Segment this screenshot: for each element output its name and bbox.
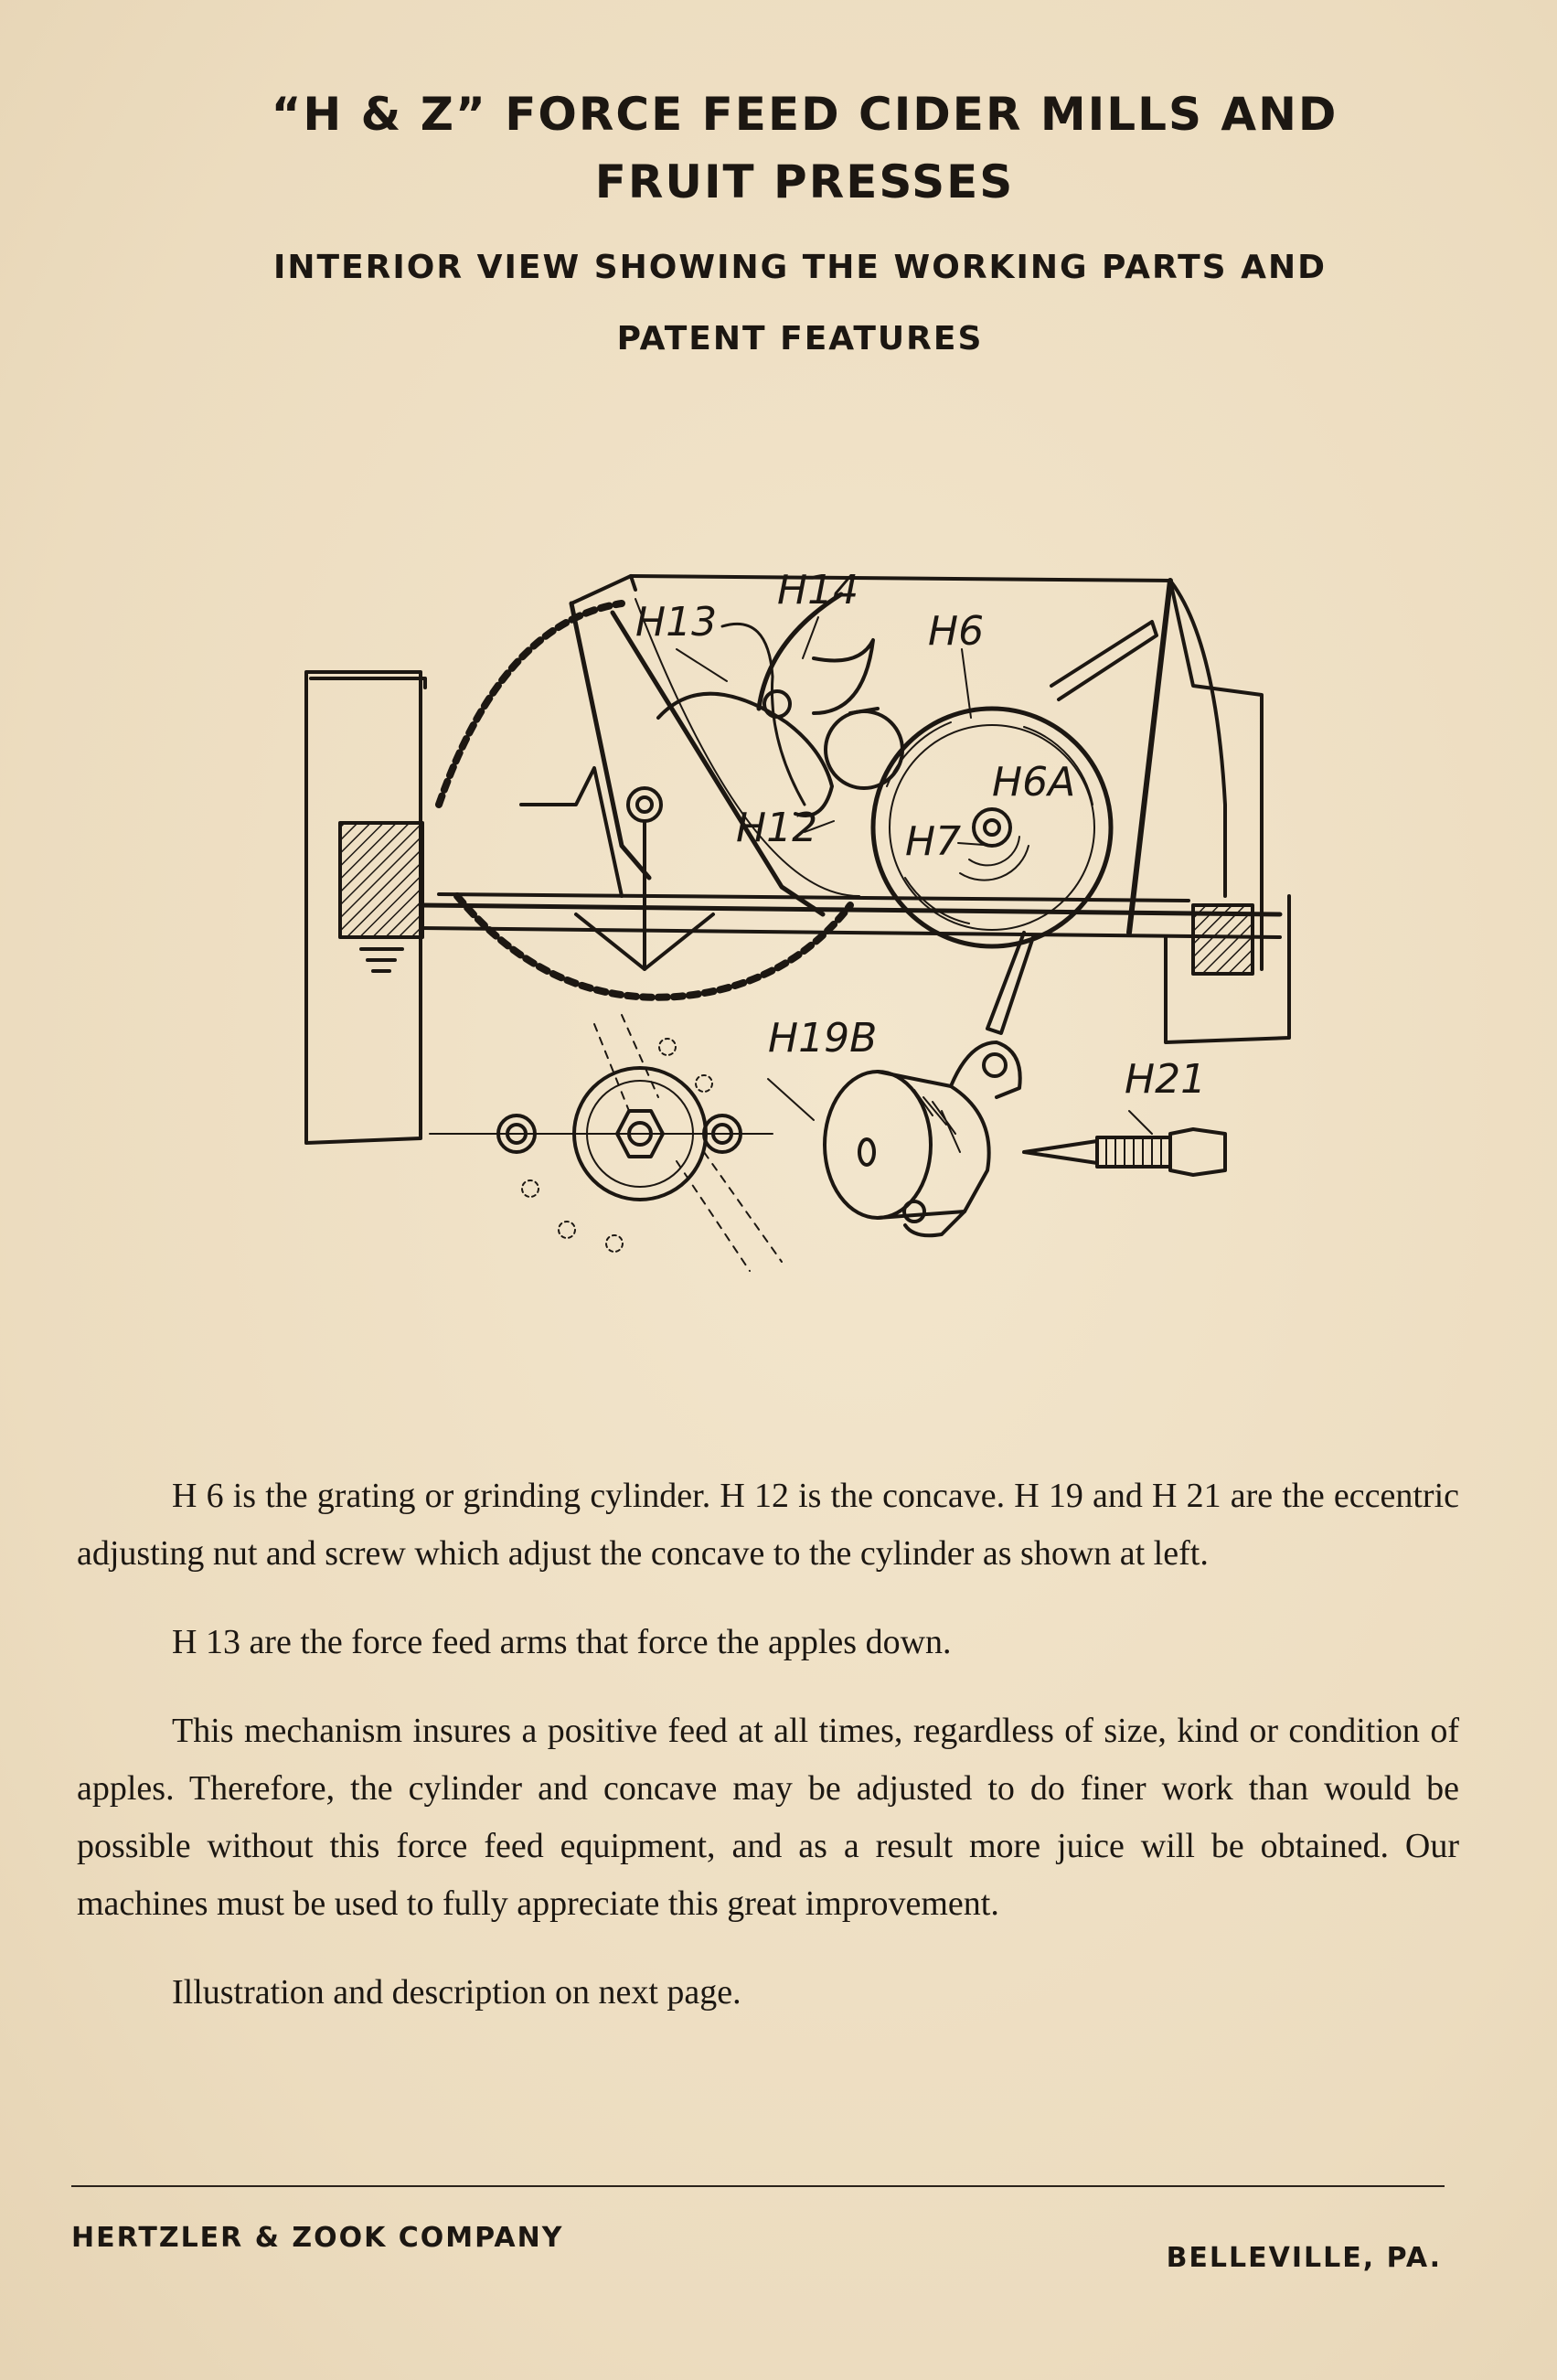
label-h21: H21	[1125, 1056, 1207, 1103]
subtitle-line-2: PATENT FEATURES	[616, 320, 984, 358]
cylinder-shaft-h7	[974, 809, 1010, 846]
eccentric-nut-h19b	[825, 1072, 931, 1218]
apple	[826, 711, 902, 788]
label-h14: H14	[777, 567, 859, 614]
page-subtitle	[174, 232, 1426, 375]
label-h19b: H19B	[768, 1015, 878, 1062]
mechanism-drawing	[274, 530, 1298, 1298]
description-text	[77, 1467, 1459, 2053]
subtitle-line-1: INTERIOR VIEW SHOWING THE WORKING PARTS AND	[273, 249, 1327, 286]
paragraph-1: H 6 is the grating or grinding cylinder. H 12 is the concave. H 19 and H 21 are the eccentric adjusting nut and screw which adjust the concave to the cylinder as shown at left.	[77, 1477, 1459, 1573]
hopper-slat	[1051, 622, 1157, 699]
label-h6a: H6A	[992, 759, 1076, 806]
label-h12: H12	[736, 805, 818, 851]
label-h13: H13	[635, 599, 718, 646]
paragraph-3: This mechanism insures a positive feed at all times, regardless of size, kind or condition of apples. Therefore, the cylinder and concave may be adjusted to do finer work than would be possible without this force feed equipment, and as a result more juice will be obtained. Our machines must be used to fully appreciate this great improvement.	[77, 1712, 1459, 1923]
adjusting-screw-h21	[1024, 1141, 1097, 1163]
left-bearing-block	[340, 823, 422, 937]
title-line-1: “H & Z” FORCE FEED CIDER MILLS AND	[271, 88, 1338, 141]
feed-arm-hub	[764, 691, 790, 717]
label-h6: H6	[928, 608, 985, 655]
label-h7: H7	[905, 818, 962, 865]
paragraph-4: Illustration and description on next page.	[172, 1973, 741, 2012]
title-line-2: FRUIT PRESSES	[594, 155, 1015, 208]
page-title	[165, 80, 1445, 216]
pivot-bolt	[628, 788, 661, 821]
cider-mill-illustration	[274, 530, 1298, 1298]
footer-company: HERTZLER & ZOOK COMPANY	[71, 2222, 564, 2254]
footer-location: BELLEVILLE, PA.	[1166, 2242, 1442, 2274]
paragraph-2: H 13 are the force feed arms that force the apples down.	[172, 1623, 952, 1661]
footer-divider	[71, 2185, 1445, 2187]
